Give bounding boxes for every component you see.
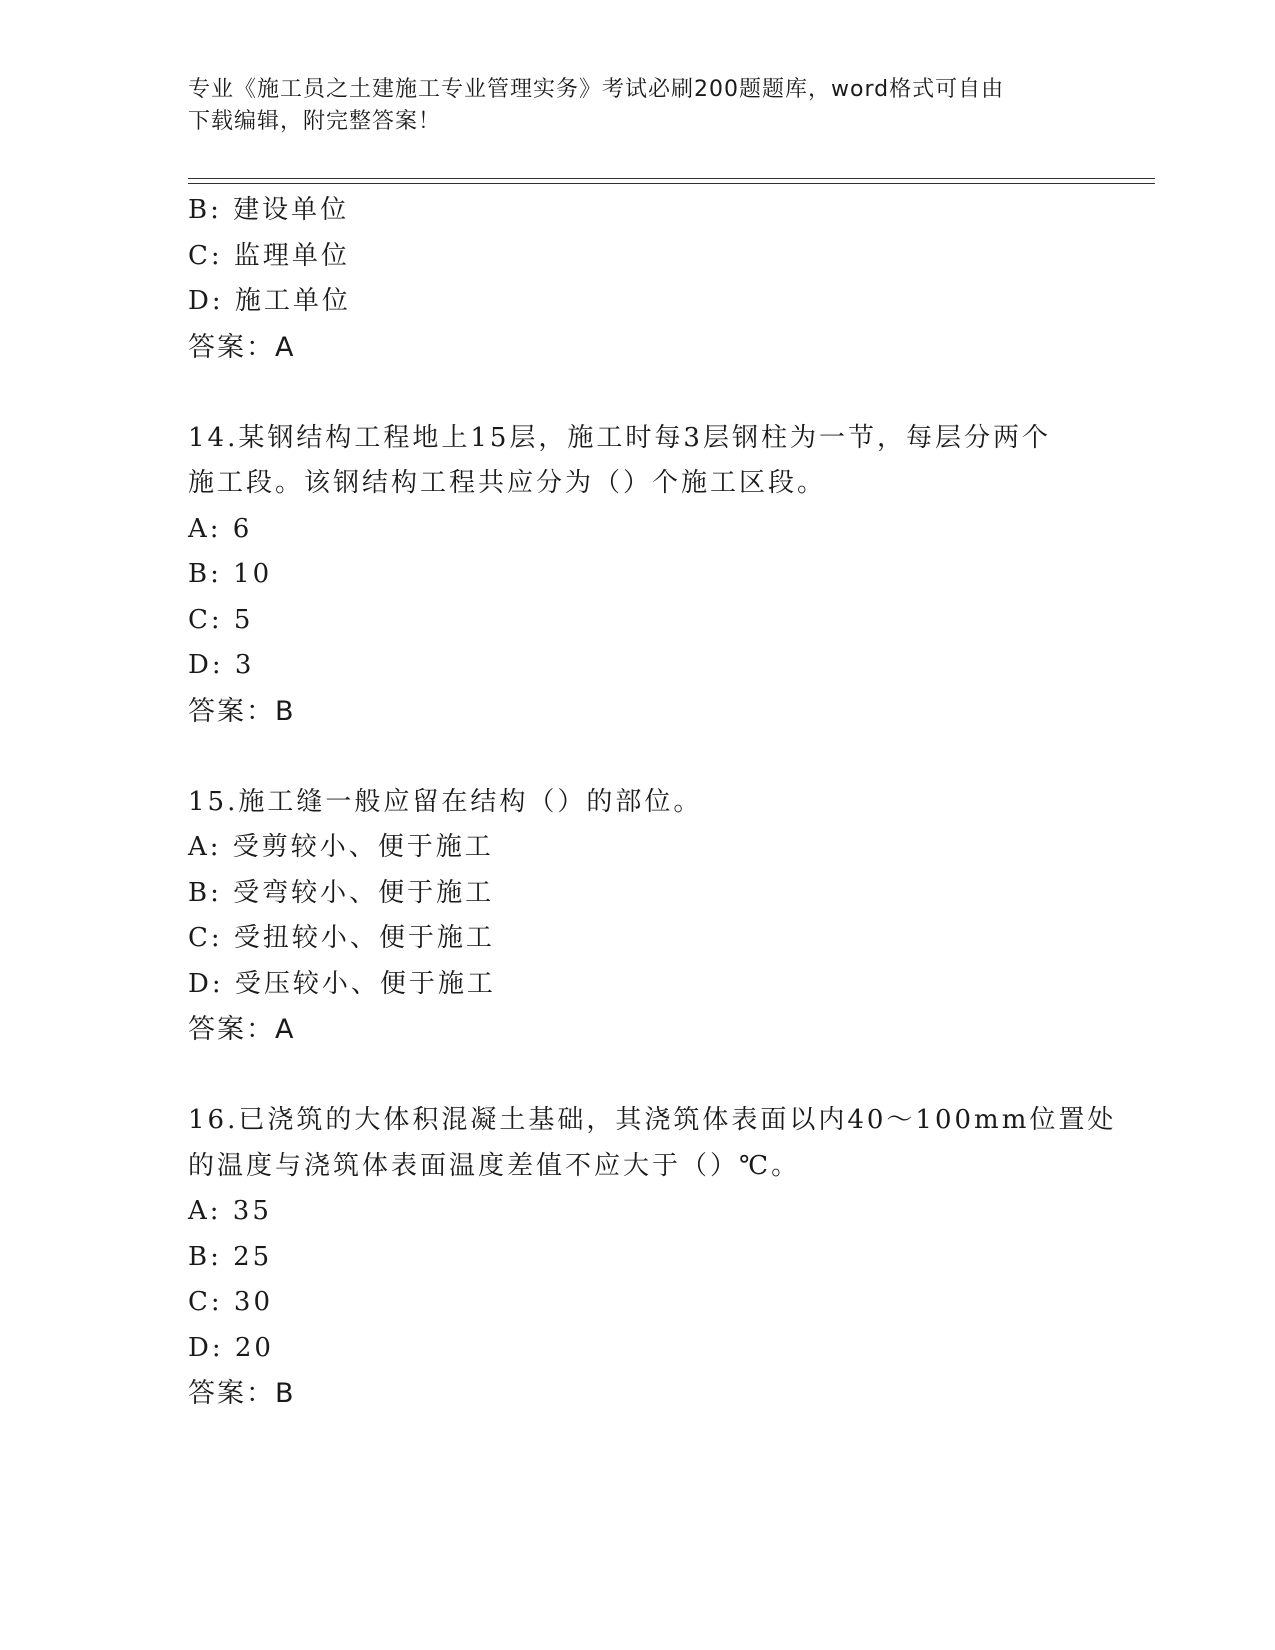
option-a: A: 6 — [188, 513, 253, 544]
document-header — [188, 74, 1068, 138]
answer-label: 答案：A — [188, 1014, 296, 1045]
option-b: B: 10 — [188, 559, 273, 589]
option-c: C: 监理单位 — [188, 240, 350, 271]
option-c: C: 受扭较小、便于施工 — [188, 923, 495, 953]
option-d: D: 受压较小、便于施工 — [188, 968, 496, 999]
question-13 — [188, 188, 1108, 370]
question-text-line-2: 的温度与浇筑体表面温度差值不应大于（）℃。 — [188, 1150, 801, 1181]
option-a: A: 受剪较小、便于施工 — [188, 832, 494, 862]
header-line-1: 专业《施工员之土建施工专业管理实务》考试必刷200题题库，word格式可自由 — [188, 77, 1005, 102]
question-15 — [188, 780, 1108, 1053]
answer-label: 答案：B — [188, 695, 296, 727]
option-c: C: 5 — [188, 604, 254, 635]
option-b: B: 建设单位 — [188, 195, 350, 225]
header-rule-top — [188, 178, 1155, 179]
option-d: D: 20 — [188, 1332, 274, 1363]
question-text-line-1: 16.已浇筑的大体积混凝土基础，其浇筑体表面以内40～100mm位置处 — [188, 1105, 1117, 1135]
answer-label: 答案：A — [188, 331, 296, 363]
option-d: D: 施工单位 — [188, 286, 351, 316]
question-text-line-1: 14.某钢结构工程地上15层，施工时每3层钢柱为一节，每层分两个 — [188, 422, 1051, 453]
answer-label: 答案：B — [188, 1378, 296, 1409]
option-b: B: 25 — [188, 1241, 273, 1272]
header-line-2: 下载编辑，附完整答案！ — [188, 109, 442, 134]
header-rule-bottom — [188, 183, 1155, 184]
question-16 — [188, 1098, 1117, 1417]
question-text-line-2: 施工段。该钢结构工程共应分为（）个施工区段。 — [188, 468, 827, 498]
question-list — [188, 188, 1117, 1417]
question-14 — [188, 416, 1108, 735]
option-d: D: 3 — [188, 650, 255, 680]
option-c: C: 30 — [188, 1287, 274, 1317]
option-a: A: 35 — [188, 1196, 272, 1226]
question-text-line-1: 15.施工缝一般应留在结构（）的部位。 — [188, 786, 703, 817]
option-b: B: 受弯较小、便于施工 — [188, 877, 495, 908]
